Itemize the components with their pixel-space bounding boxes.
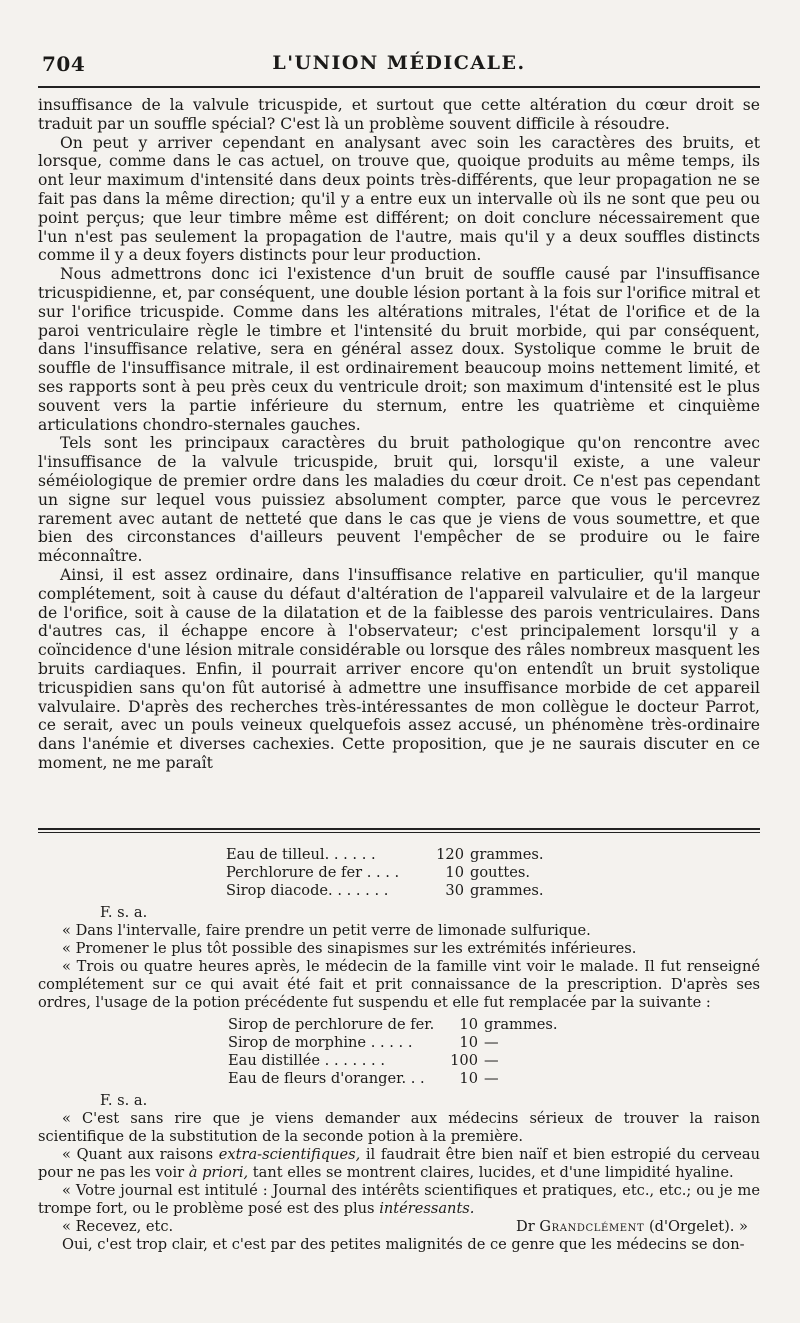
- letter-paragraph: « C'est sans rire que je viens demander aux médecins sérieux de trouver la raison scientifique de la substitution de la seconde potion à la première.: [38, 1110, 760, 1145]
- paragraph: insuffisance de la valvule tricuspide, et surtout que cette altération du cœur droit se traduit par un souffle spécial? C'est là un problème souvent difficile à résoudre.: [38, 96, 760, 133]
- feuilleton-separator: [38, 828, 760, 833]
- document-page: [38, 0, 761, 1253]
- paragraph: On peut y arriver cependant en analysant avec soin les caractères des bruits, et lorsque, comme dans le cas actuel, on trouve que, quoique produits au même temps, ils ont leur maximum d'intensité dans deux points très-différents, que leur propagation ne se fait pas dans la même direction; qu'il y a entre eux un intervalle où ils ne sont que peu ou point perçus; que leur timbre même est différent; on doit conclure nécessairement que l'un n'est pas seulement la propagation de l'autre, mais qu'il y a deux souffles distincts comme il y a deux foyers distincts pour leur production.: [38, 133, 760, 265]
- signature-line: [38, 1218, 760, 1236]
- prescription-line: Sirop de perchlorure de fer. 10 grammes.: [228, 1016, 558, 1033]
- prescription-line: Eau distillée . . . . . . . 100 —: [228, 1052, 499, 1069]
- prescription-1: [226, 846, 760, 900]
- prescription-line: Sirop diacode. . . . . . . 30 grammes.: [226, 882, 544, 899]
- running-title: L'UNION MÉDICALE.: [272, 52, 526, 74]
- letter-paragraph: « Promener le plus tôt possible des sinapismes sur les extrémités inférieures.: [62, 940, 637, 957]
- letter-paragraph: « Quant aux raisons extra-scientifiques, il faudrait être bien naïf et bien estropié du cerveau pour ne pas les voir à priori, tant elles se montrent claires, lucides, et d'une limpidité hyaline.: [38, 1146, 761, 1181]
- paragraph: Ainsi, il est assez ordinaire, dans l'insuffisance relative en particulier, qu'il manque complétement, soit à cause du défaut d'altération de l'appareil valvulaire et de la largeur de l'orifice, soit à cause de la dilatation et de la faiblesse des parois ventriculaires. Dans d'autres cas, il échappe encore à l'observateur; c'est principalement lorsqu'il y a coïncidence d'une lésion mitrale considérable ou lorsque des râles nombreux masquent les bruits cardiaques. Enfin, il pourrait arriver encore qu'on entendît un bruit systolique tricuspidien sans qu'on fût autorisé à admettre une insuffisance morbide de cet appareil valvulaire. D'après des recherches très-intéressantes de mon collègue le docteur Parrot, ce serait, avec un pouls veineux quelquefois assez accusé, un phénomène très-ordinaire dans l'anémie et diverses cachexies. Cette proposition, que je ne saurais discuter en ce moment, ne me paraît: [38, 565, 760, 772]
- prescription-line: Eau de tilleul. . . . . . 120 grammes.: [226, 846, 544, 863]
- prescription-line: Sirop de morphine . . . . . 10 —: [228, 1034, 499, 1051]
- paragraph: Tels sont les principaux caractères du bruit pathologique qu'on rencontre avec l'insuffisance de la valvule tricuspide, bruit qui, lorsqu'il existe, a une valeur séméiologique de premier ordre dans les maladies du cœur droit. Ce n'est pas cependant un signe sur lequel vous puissiez absolument compter, parce que vous le percevrez rarement avec autant de netteté que dans le cas que je viens de vous soumettre, et que bien des circonstances d'ailleurs peuvent l'empêcher de se produire ou le faire méconnaître.: [38, 434, 760, 566]
- fsa-label: F. s. a.: [100, 904, 148, 921]
- main-text: [38, 96, 760, 773]
- page-number: 704: [42, 52, 86, 76]
- signature: Dr Grandclément (d'Orgelet). »: [516, 1218, 748, 1235]
- letter-paragraph: Oui, c'est trop clair, et c'est par des petites malignités de ce genre que les médecins se don-: [62, 1236, 745, 1253]
- prescription-line: Perchlorure de fer . . . . 10 gouttes.: [226, 864, 531, 881]
- letter-paragraph: « Dans l'intervalle, faire prendre un petit verre de limonade sulfurique.: [62, 922, 591, 939]
- paragraph: Nous admettrons donc ici l'existence d'un bruit de souffle causé par l'insuffisance tricuspidienne, et, par conséquent, une double lésion portant à la fois sur l'orifice mitral et sur l'orifice tricuspide. Comme dans les altérations mitrales, l'état de l'orifice et de la paroi ventriculaire règle le timbre et l'intensité du bruit morbide, qui par conséquent, dans l'insuffisance relative, sera en général assez doux. Systolique comme le bruit de souffle de l'insuffisance mitrale, il est ordinairement beaucoup moins nettement limité, et ses rapports sont à peu près ceux du ventricule droit; son maximum d'intensité est le plus souvent vers la partie inférieure du sternum, entre les quatrième et cinquième articulations chondro-sternales gauches.: [38, 265, 760, 434]
- prescription-line: Eau de fleurs d'oranger. . . 10 —: [228, 1070, 499, 1087]
- letter-paragraph: « Trois ou quatre heures après, le médecin de la famille vint voir le malade. Il fut renseigné complétement sur ce qui avait été fait et prit connaissance de la prescription. D'après ses ordres, l'usage de la potion précédente fut suspendu et elle fut remplacée par la suivante :: [38, 958, 760, 1011]
- header-rule: [38, 86, 760, 88]
- prescription-2: [228, 1016, 760, 1088]
- fsa-label: F. s. a.: [100, 1092, 148, 1109]
- page-header: [38, 0, 760, 90]
- closing: « Recevez, etc.: [62, 1218, 174, 1235]
- letter-paragraph: « Votre journal est intitulé : Journal des intérêts scientifiques et pratiques, etc., etc.; ou je me trompe fort, ou le problème posé est des plus intéressants.: [38, 1182, 760, 1217]
- letter-section: [38, 842, 760, 1254]
